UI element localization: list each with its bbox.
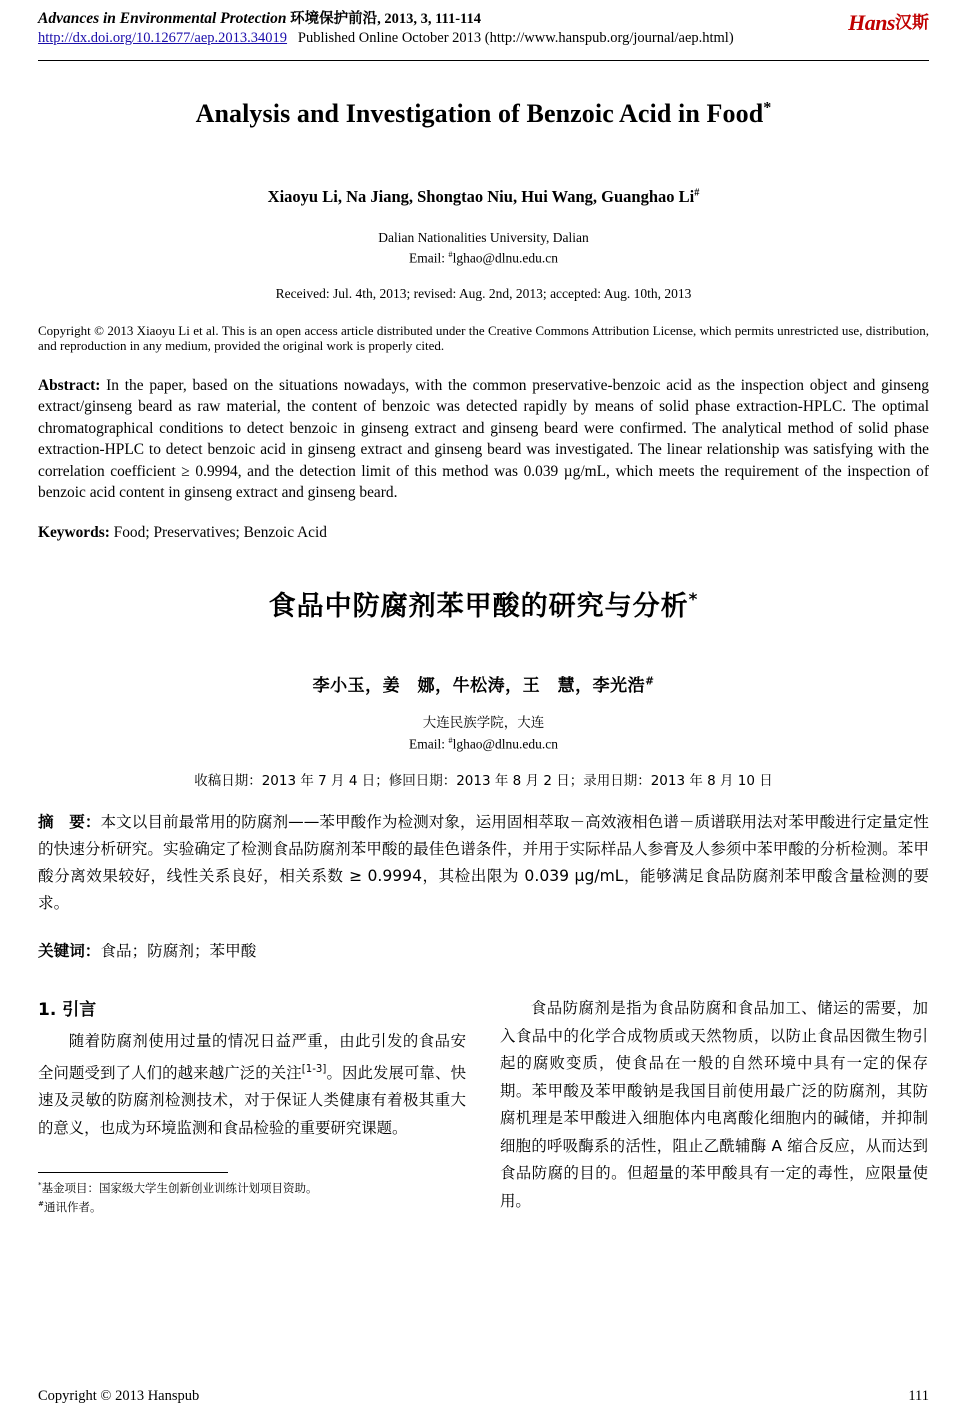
copyright-statement-en: Copyright © 2013 Xiaoyu Li et al. This is an open access article distributed under the Creative Commons Attribution License, which permits unrestricted use, distribution, and reproduction in any medium, provided the original work is properly cited. — [38, 322, 929, 353]
abstract-cn — [38, 809, 929, 917]
email-label-cn: Email: — [409, 736, 449, 751]
email-address-en: lghao@dlnu.edu.cn — [452, 250, 558, 266]
doi-link[interactable]: http://dx.doi.org/10.12677/aep.2013.34019 — [38, 30, 288, 46]
keywords-text-en: Food; Preservatives; Benzoic Acid — [109, 523, 327, 541]
email-mark-en: # — [448, 250, 453, 259]
citation-ref-1[interactable]: [1-3] — [301, 1063, 327, 1075]
authors-en — [38, 187, 929, 207]
email-mark-cn: # — [448, 735, 453, 745]
page-title-en — [38, 99, 929, 129]
title-en-text: Analysis and Investigation of Benzoic Acid in Food — [195, 99, 764, 128]
journal-title-en: Advances in Environmental Protection — [38, 10, 287, 27]
affiliation-en-text: Dalian Nationalities University, Dalian — [378, 230, 589, 245]
footnote-1-text: 基金项目：国家级大学生创新创业训练计划项目资助。 — [41, 1181, 318, 1196]
column-left — [38, 995, 466, 1215]
footnote-2-mark: # — [38, 1199, 44, 1209]
keywords-label-en: Keywords: — [38, 523, 110, 541]
keywords-text-cn: 食品；防腐剂；苯甲酸 — [100, 942, 257, 960]
authors-en-text: Xiaoyu Li, Na Jiang, Shongtao Niu, Hui Wang, Guanghao Li — [267, 187, 695, 206]
email-address-cn: lghao@dlnu.edu.cn — [452, 736, 558, 751]
page-title-cn — [38, 584, 929, 623]
keywords-en — [38, 524, 929, 542]
email-en-line — [38, 246, 929, 267]
footnote-divider — [38, 1172, 228, 1173]
header-line-1 — [38, 10, 929, 28]
column-right — [500, 995, 928, 1215]
authors-cn — [38, 671, 929, 696]
paragraph-1-part-b: 。因此发展可靠、快速及灵敏的防腐剂检测技术，对于保证人类健康有着极其重大的意义，也成为环境监测和食品检验的重要研究课题。 — [38, 1063, 466, 1137]
body-columns — [38, 995, 929, 1215]
footer-page-number: 111 — [908, 1388, 929, 1404]
affiliation-cn — [38, 714, 929, 754]
title-cn-text: 食品中防腐剂苯甲酸的研究与分析 — [268, 590, 689, 622]
journal-title-cn: 环境保护前沿 — [290, 11, 378, 27]
abstract-label-cn: 摘 要： — [38, 813, 101, 831]
abstract-text-cn: 本文以目前最常用的防腐剂——苯甲酸作为检测对象，运用固相萃取－高效液相色谱－质谱联用法对苯甲酸进行定量定性的快速分析研究。实验确定了检测食品防腐剂苯甲酸的最佳色谱条件，并用于实际样品人参膏及人参须中苯甲酸的分析检测。苯甲酸分离效果较好，线性关系良好，相关系数 ≥ 0.9994，其检出限为 0.039 µg/mL，能够满足食品防腐剂苯甲酸含量检测的要求。 — [38, 813, 929, 912]
logo-word-cn: 汉斯 — [895, 13, 929, 33]
hanspub-logo — [848, 8, 929, 36]
footnote-2-text: 通讯作者。 — [43, 1200, 102, 1214]
title-cn-footnote-mark: * — [688, 588, 699, 609]
journal-volume-info: , 2013, 3, 111-114 — [377, 11, 482, 27]
header-line-2 — [38, 29, 929, 47]
abstract-text-en: In the paper, based on the situations nowadays, with the common preservative-benzoic acid as the inspection object and ginseng extract/ginseng beard as raw material, the content of benzoic was detected rapidly by means of solid phase extraction-HPLC. The optimal chromatographical conditions to detect benzoic in ginseng extract and ginseng beard were confirmed. The analytical method of solid phase extraction-HPLC to detect benzoic acid in ginseng extract and ginseng beard was investigated. The linear relationship was satisfying with the correlation coefficient ≥ 0.9994, and the detection limit of this method was 0.039 µg/mL, which meets the requirement of the inspection of benzoic acid content in ginseng extract and ginseng beard. — [38, 376, 929, 501]
email-label-en: Email: — [409, 250, 449, 266]
affiliation-en — [38, 229, 929, 267]
affiliation-cn-text: 大连民族学院，大连 — [422, 714, 545, 731]
section-heading-1: 1. 引言 — [38, 1000, 97, 1020]
authors-cn-footnote-mark: # — [645, 674, 655, 687]
footer-copyright: Copyright © 2013 Hanspub — [38, 1388, 200, 1404]
footnote-2 — [38, 1196, 466, 1215]
footnote-1 — [38, 1177, 466, 1196]
keywords-cn — [38, 939, 929, 961]
dates-cn: 收稿日期：2013 年 7 月 4 日；修回日期：2013 年 8 月 2 日；录用日期：2013 年 8 月 10 日 — [194, 773, 773, 789]
abstract-label-en: Abstract: — [38, 376, 101, 394]
footnote-block — [38, 1172, 466, 1215]
page-header — [38, 10, 929, 58]
logo-word: Hans — [848, 10, 895, 35]
paragraph-1 — [38, 1028, 466, 1142]
title-en-footnote-mark: * — [763, 99, 772, 117]
email-cn-line — [38, 732, 929, 754]
abstract-en — [38, 375, 929, 504]
keywords-label-cn: 关键词： — [38, 942, 101, 960]
header-divider — [38, 60, 929, 61]
authors-cn-text: 李小玉，姜 娜，牛松涛，王 慧，李光浩 — [312, 675, 646, 696]
paragraph-2: 食品防腐剂是指为食品防腐和食品加工、储运的需要，加入食品中的化学合成物质或天然物质，以防止食品因微生物引起的腐败变质，使食品在一般的自然环境中具有一定的保存期。苯甲酸及苯甲酸钠是我国目前使用最广泛的防腐剂，其防腐机理是苯甲酸进入细胞体内电离酸化细胞内的碱储，并抑制细胞的呼吸酶系的活性，阻止乙酰辅酶 A 缩合反应，从而达到食品防腐的目的。但超量的苯甲酸具有一定的毒性，应限量使用。 — [500, 999, 928, 1210]
paragraph-1-part-a: 随着防腐剂使用过量的情况日益严重，由此引发的食品安全问题受到了人们的越来越广泛的关注 — [38, 1032, 466, 1082]
footnote-1-mark: * — [38, 1180, 42, 1190]
authors-en-footnote-mark: # — [694, 187, 700, 199]
dates-en: Received: Jul. 4th, 2013; revised: Aug. 2nd, 2013; accepted: Aug. 10th, 2013 — [275, 285, 692, 301]
published-online-text: Published Online October 2013 (http://www.hanspub.org/journal/aep.html) — [297, 30, 734, 46]
page-footer — [38, 1388, 929, 1405]
